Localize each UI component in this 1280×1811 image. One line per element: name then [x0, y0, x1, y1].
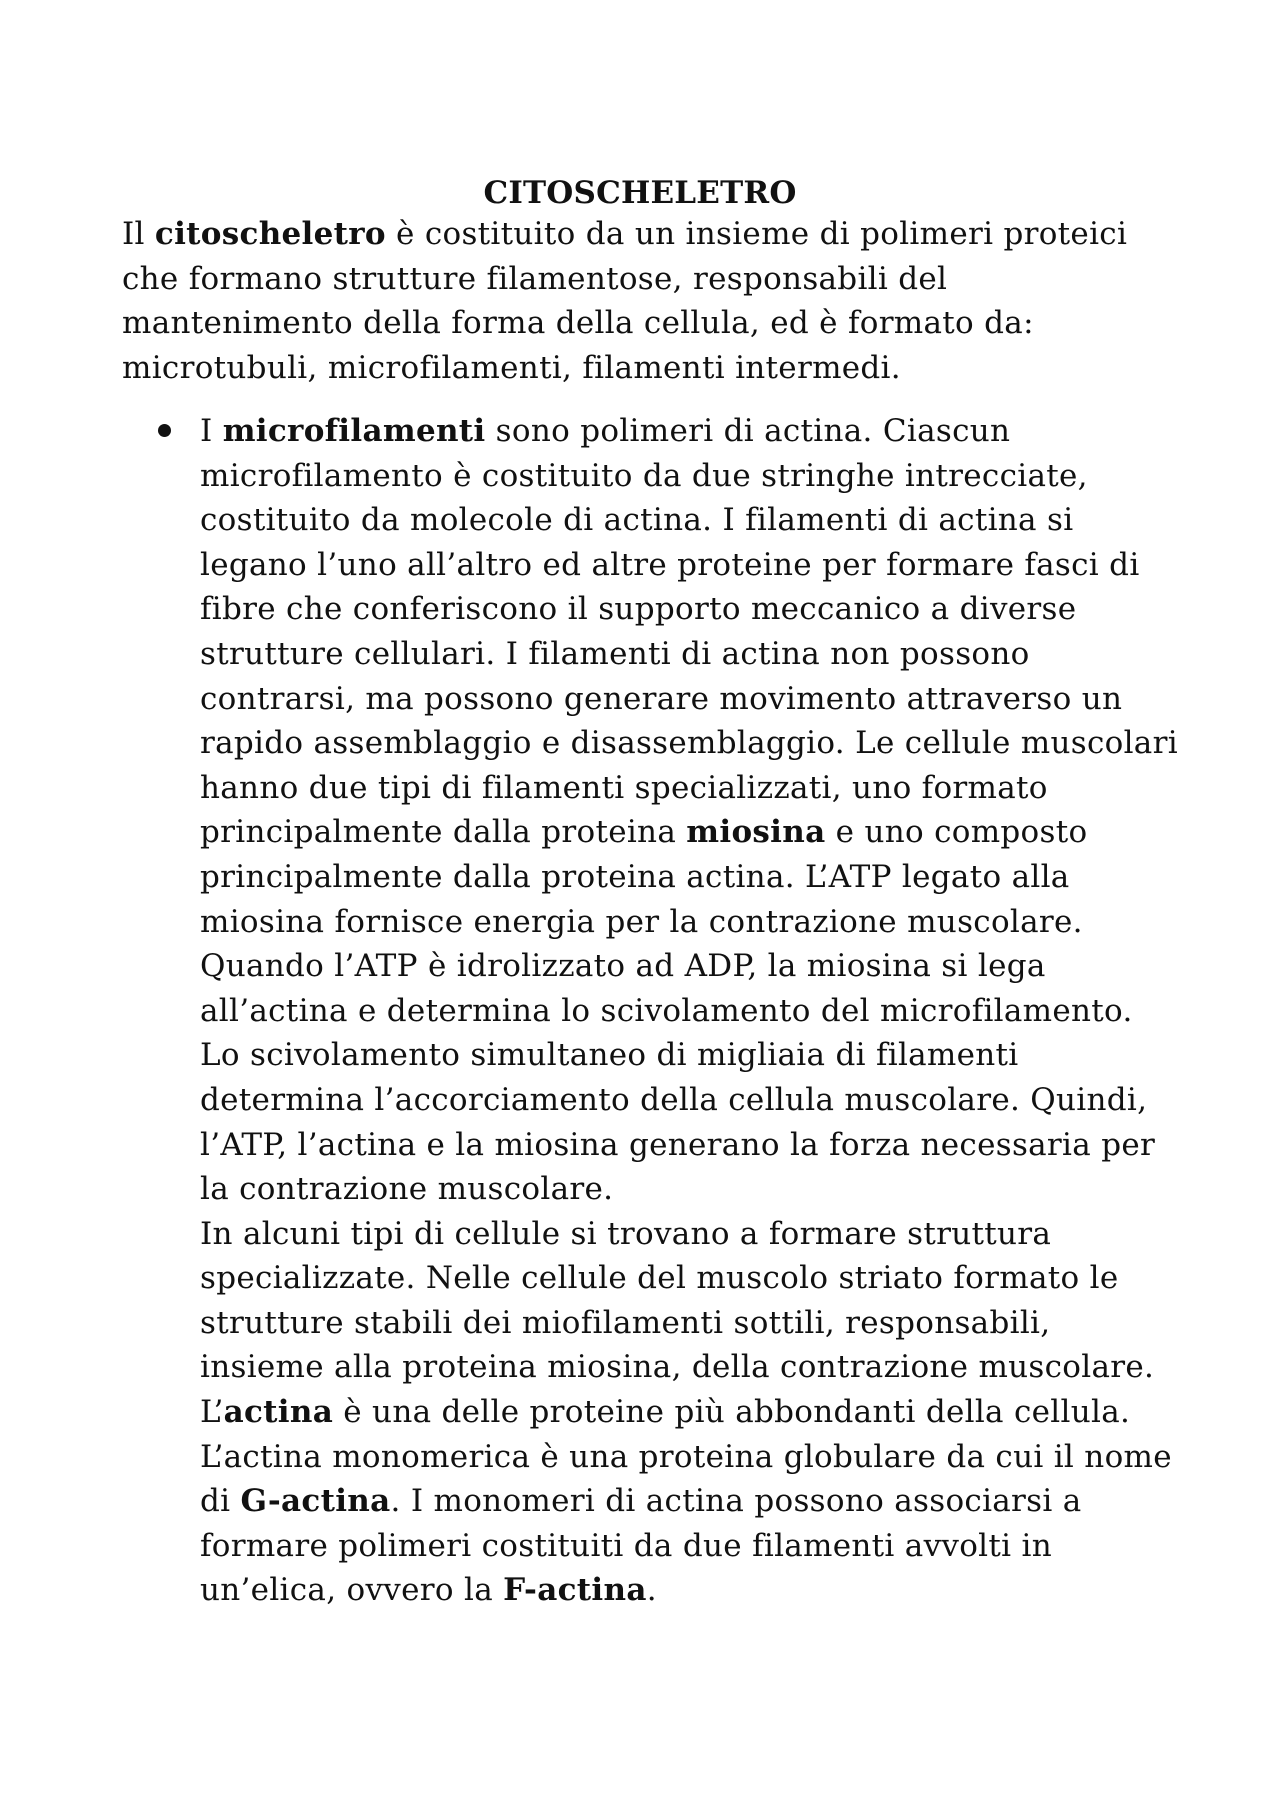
term-g-actina: G-actina — [240, 1483, 391, 1520]
bullet-paragraph-1 — [200, 409, 1180, 1212]
term-actina: actina — [223, 1394, 334, 1431]
bullet-text-1: I — [200, 413, 223, 449]
bullet-text-7: . — [646, 1572, 657, 1609]
intro-text-2: è costituito da un insieme di polimeri proteici che formano strutture filamentose, responsabili del mantenimento della forma della cellula, ed è formato da: microtubuli, microfilamenti, filamenti intermedi. — [122, 216, 1128, 386]
bullet-text-3: e uno composto principalmente dalla proteina actina. L’ATP legato alla miosina fornisce energia per la contrazione muscolare. Quando l’ATP è idrolizzato ad ADP, la miosina si lega all’actina e determina lo scivolamento del microfilamento. Lo scivolamento simultaneo di migliaia di filamenti determina l’accorciamento della cellula muscolare. Quindi, l’ATP, l’actina e la miosina generano la forza necessaria per la contrazione muscolare. — [200, 814, 1156, 1208]
bullet-text-6: . I monomeri di actina possono associarsi a formare polimeri costituiti da due filamenti avvolti in un’elica, ovvero la — [200, 1483, 1082, 1609]
intro-term-citoscheletro: citoscheletro — [154, 216, 386, 252]
list-item-microfilamenti — [200, 409, 1180, 1613]
page-title: CITOSCHELETRO — [483, 174, 797, 211]
intro-paragraph — [122, 212, 1172, 390]
bullet-text-4: In alcuni tipi di cellule si trovano a formare struttura specializzate. Nelle cellule del muscolo striato formato le strutture stabili dei miofilamenti sottili, responsabili, insieme alla proteina miosina, della contrazione muscolare. L’ — [200, 1215, 1155, 1431]
term-f-actina: F-actina — [503, 1572, 647, 1609]
bullet-paragraph-2 — [200, 1212, 1180, 1613]
term-microfilamenti: microfilamenti — [222, 413, 486, 449]
bullet-text-5: è una delle proteine più abbondanti della cellula. L’actina monomerica è una proteina globulare da cui il nome di — [200, 1394, 1172, 1520]
bullet-list — [200, 409, 1180, 1613]
term-miosina: miosina — [686, 814, 826, 851]
bullet-text-2: sono polimeri di actina. Ciascun microfilamento è costituito da due stringhe intrecciate, costituito da molecole di actina. I filamenti di actina si legano l’uno all’altro ed altre proteine per formare fasci di fibre che conferiscono il supporto meccanico a diverse strutture cellulari. I filamenti di actina non possono contrarsi, ma possono generare movimento attraverso un rapido assemblaggio e disassemblaggio. Le cellule muscolari hanno due tipi di filamenti specializzati, uno formato principalmente dalla proteina — [200, 413, 1178, 851]
intro-text-1: Il — [122, 216, 155, 252]
bullet-dot-icon — [158, 424, 171, 437]
